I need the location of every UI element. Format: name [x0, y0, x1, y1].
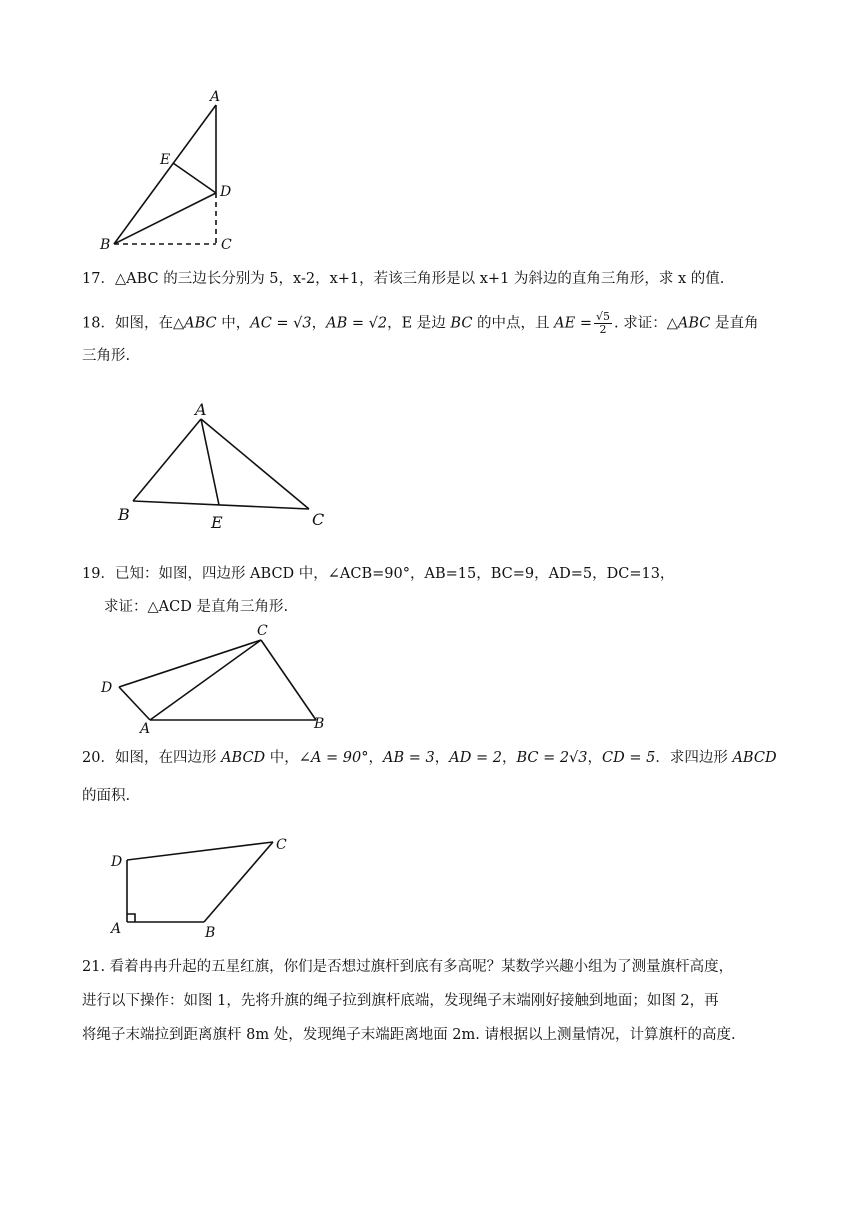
q20-tail: ．求四边形	[655, 750, 733, 766]
q18-abc2: ABC	[677, 315, 711, 332]
q20-mid1: 中，	[265, 750, 299, 766]
segment-ac	[150, 640, 261, 720]
right-angle-mark	[127, 914, 135, 922]
q18-tail2: 是直角	[710, 315, 759, 332]
q18-ab-condition: AB = √2	[326, 315, 388, 332]
question-20-line1	[82, 748, 777, 768]
question-21-line3: 将绳子末端拉到距离旗杆 8m 处，发现绳子末端距离地面 2m. 请根据以上测量情况，计算旗杆的高度.	[82, 1027, 736, 1043]
question-19-line1: 19．已知：如图，四边形 ABCD 中，∠ACB=90°，AB=15，BC=9，AD=5，DC=13，	[82, 566, 675, 582]
label-b: B	[100, 237, 111, 253]
q20-ad: AD = 2	[449, 750, 502, 766]
question-20-line2: 的面积.	[82, 788, 131, 804]
q20-angle-a: ∠A = 90°	[298, 750, 369, 766]
q20-bc: BC = 2√3	[516, 750, 588, 766]
segment-bd	[114, 193, 216, 244]
q20-sep3: ，	[501, 750, 517, 766]
q20-cd: CD = 5	[602, 750, 656, 766]
q20-abcd2: ABCD	[732, 750, 777, 766]
q18-ac-condition: AC = √3	[250, 315, 312, 332]
segment-bc	[204, 842, 273, 922]
q20-sep1: ，	[368, 750, 383, 766]
label-c: C	[312, 510, 325, 529]
label-d: D	[220, 184, 232, 200]
q18-mid1: 中，	[216, 315, 251, 332]
label-a: A	[140, 721, 151, 737]
figure-triangle-abc-median	[110, 395, 340, 535]
label-b: B	[205, 925, 216, 941]
q18-tail: . 求证：△	[614, 315, 678, 332]
segment-da	[119, 687, 150, 720]
label-c: C	[221, 237, 232, 253]
q18-sep1: ，	[311, 315, 327, 332]
q18-mid3: 的中点，且	[472, 315, 555, 332]
segment-ed	[173, 163, 216, 193]
label-b: B	[118, 505, 130, 524]
q18-bc: BC	[450, 315, 473, 332]
question-21-line1: 21. 看着冉冉升起的五星红旗，你们是否想过旗杆到底有多高呢？某数学兴趣小组为了测量旗杆高度，	[82, 959, 734, 975]
q20-sep4: ，	[587, 750, 603, 766]
segment-dc	[127, 842, 273, 860]
q20-abcd: ABCD	[221, 750, 266, 766]
segment-ab	[114, 105, 216, 244]
figure-quadrilateral-right-angle	[105, 830, 305, 942]
q18-prefix: 18．如图，在△	[82, 315, 185, 332]
q18-mid2: ，E 是边	[387, 315, 451, 332]
label-e: E	[160, 152, 171, 168]
question-18-line2: 三角形.	[82, 348, 131, 364]
figure-triangle-abc-ed	[90, 85, 250, 255]
segment-bc	[133, 501, 309, 509]
segment-ab	[133, 419, 201, 501]
q20-prefix: 20．如图，在四边形	[82, 750, 222, 766]
question-18-line1	[82, 311, 758, 336]
label-d: D	[111, 854, 123, 870]
label-b: B	[314, 716, 325, 732]
label-a: A	[111, 921, 122, 937]
label-e: E	[211, 513, 223, 532]
q20-sep2: ，	[434, 750, 450, 766]
question-17: 17．△ABC 的三边长分别为 5，x-2，x+1，若该三角形是以 x+1 为斜边的直角三角形，求 x 的值.	[82, 271, 725, 287]
label-a: A	[195, 400, 207, 419]
question-19-line2: 求证：△ACD 是直角三角形.	[104, 599, 289, 615]
question-21-line2: 进行以下操作：如图 1，先将升旗的绳子拉到旗杆底端，发现绳子末端刚好接触到地面；如图 2，再	[82, 993, 719, 1009]
figure-quadrilateral-abcd	[95, 620, 340, 738]
q18-frac-num: √5	[595, 310, 610, 323]
q18-abc: ABC	[184, 315, 217, 332]
q20-ab: AB = 3	[383, 750, 435, 766]
label-a: A	[210, 89, 221, 105]
label-c: C	[257, 623, 268, 639]
label-c: C	[276, 837, 287, 853]
segment-dc	[119, 640, 261, 687]
q18-fraction	[594, 311, 612, 336]
q18-ae: AE =	[554, 315, 592, 332]
label-d: D	[101, 680, 113, 696]
q18-frac-den: 2	[599, 323, 607, 336]
segment-cb	[261, 640, 316, 720]
